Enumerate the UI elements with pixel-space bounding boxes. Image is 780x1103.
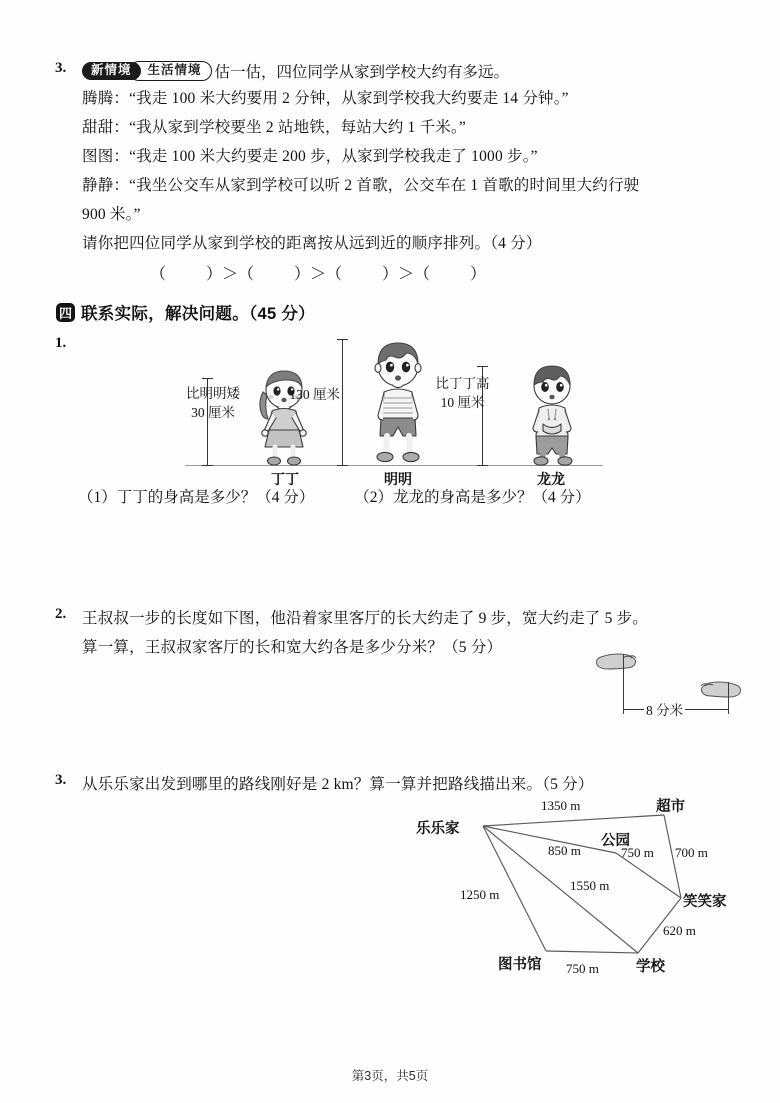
- problem-3-task: 请你把四位同学从家到学校的距离按从远到近的顺序排列。（4 分）: [82, 235, 542, 252]
- footprint-measure-label: 8 分米: [644, 699, 685, 719]
- footprint-measure-left-cap: [623, 704, 624, 714]
- map-edge-label-lele-school: 1550 m: [570, 878, 610, 893]
- footprint-figure: [592, 652, 742, 730]
- statement-tiantian: 甜甜：“我从家到学校要坐 2 站地铁，每站大约 1 千米。”: [82, 119, 467, 136]
- map-edge-label-lele-library: 1250 m: [460, 887, 500, 902]
- map-node-school: 学校: [636, 959, 665, 975]
- problem-3-bottom-number: 3.: [55, 772, 67, 788]
- problem-3-prompt-row: [55, 58, 745, 84]
- longlong-illustration: [515, 362, 587, 466]
- problem-3-top-number: 3.: [55, 60, 67, 76]
- heights-figure: [185, 333, 605, 488]
- map-edge-label-market-xiaoxiao: 700 m: [675, 845, 708, 860]
- longlong-label-line2: 10 厘米: [440, 395, 485, 410]
- longlong-name: 龙龙: [537, 473, 565, 488]
- dingding-measure-top-cap: [202, 378, 213, 379]
- problem-2-line-2: 算一算，王叔叔家客厅的长和宽大约各是多少分米？（5 分）: [82, 639, 503, 656]
- statement-jingjing-line1: 静静：“我坐公交车从家到学校可以听 2 首歌，公交车在 1 首歌的时间里大约行驶: [82, 177, 640, 194]
- footprint-measure-right-cap: [728, 704, 729, 714]
- map-edge-label-lele-market: 1350 m: [541, 798, 581, 813]
- badge-life-scenario: 生活情境: [129, 61, 212, 82]
- problem-2-number: 2.: [55, 606, 67, 622]
- problem-1-sub-questions: [78, 485, 591, 507]
- problem-1-number: 1.: [55, 335, 67, 351]
- dingding-measure-bottom-cap: [202, 465, 213, 466]
- map-node-market: 超市: [656, 799, 685, 815]
- page-footer: 第3页，共5页: [351, 1069, 429, 1083]
- mingming-measure-bottom-cap: [337, 465, 348, 466]
- longlong-measure-top-cap: [477, 366, 488, 367]
- problem-1-sub-2: （2）龙龙的身高是多少？（4 分）: [354, 489, 591, 506]
- map-node-xiaoxiao: 笑笑家: [683, 894, 727, 910]
- map-edge-label-lele-park: 850 m: [548, 843, 581, 858]
- map-edge-label-park-xiaoxiao: 750 m: [621, 845, 654, 860]
- badge-new-scenario: 新情境: [82, 62, 141, 81]
- edge-library-school: [546, 951, 638, 953]
- left-footprint-icon: [594, 652, 640, 674]
- problem-3-top: [55, 58, 745, 284]
- section-four-header: [56, 300, 315, 324]
- mingming-label-line1: 130 厘米: [289, 387, 340, 402]
- problem-2-line-1: 王叔叔一步的长度如下图，他沿着家里客厅的长大约走了 9 步，宽大约走了 5 步。: [82, 610, 649, 627]
- longlong-label-line1: 比丁丁高: [435, 376, 490, 391]
- right-footprint-icon: [697, 680, 743, 702]
- edge-lele-market: [483, 815, 664, 826]
- map-edge-label-xiaoxiao-school: 620 m: [663, 923, 696, 938]
- section-four-marker: 四: [56, 303, 75, 322]
- map-node-lele: 乐乐家: [416, 821, 460, 837]
- mingming-measure-top-cap: [337, 339, 348, 340]
- mingming-measure-line: [342, 339, 343, 465]
- longlong-measure-bottom-cap: [477, 465, 488, 466]
- section-four-title: 联系实际，解决问题。（45 分）: [81, 305, 315, 323]
- statement-tutu: 图图：“我走 100 米大约要走 200 步，从家到学校我走了 1000 步。”: [82, 148, 538, 165]
- dingding-label-line1: 比明明矮: [186, 386, 240, 401]
- map-node-library: 图书馆: [498, 957, 542, 973]
- footprint-left-tick: [623, 654, 624, 709]
- dingding-name: 丁丁: [271, 473, 299, 488]
- answer-blanks-row[interactable]: （ ）＞（ ）＞（ ）＞（ ）: [150, 266, 487, 283]
- route-map-figure: [398, 793, 738, 988]
- problem-3-prompt: 估一估，四位同学从家到学校大约有多远。: [214, 64, 510, 81]
- dingding-label-line2: 30 厘米: [191, 405, 235, 420]
- map-edge-label-library-school: 750 m: [566, 961, 599, 976]
- statement-jingjing-line2: 900 米。”: [82, 206, 141, 223]
- mingming-name: 明明: [384, 473, 412, 488]
- problem-1-sub-1: （1）丁丁的身高是多少？（4 分）: [78, 489, 315, 506]
- problem-3-bottom-text: 从乐乐家出发到哪里的路线刚好是 2 km？算一算并把路线描出来。（5 分）: [82, 776, 594, 793]
- map-node-park: 公园: [601, 833, 630, 849]
- dingding-illustration: [247, 366, 321, 466]
- statement-tengteng: 腾腾：“我走 100 米大约要用 2 分钟，从家到学校我大约要走 14 分钟。”: [82, 90, 569, 107]
